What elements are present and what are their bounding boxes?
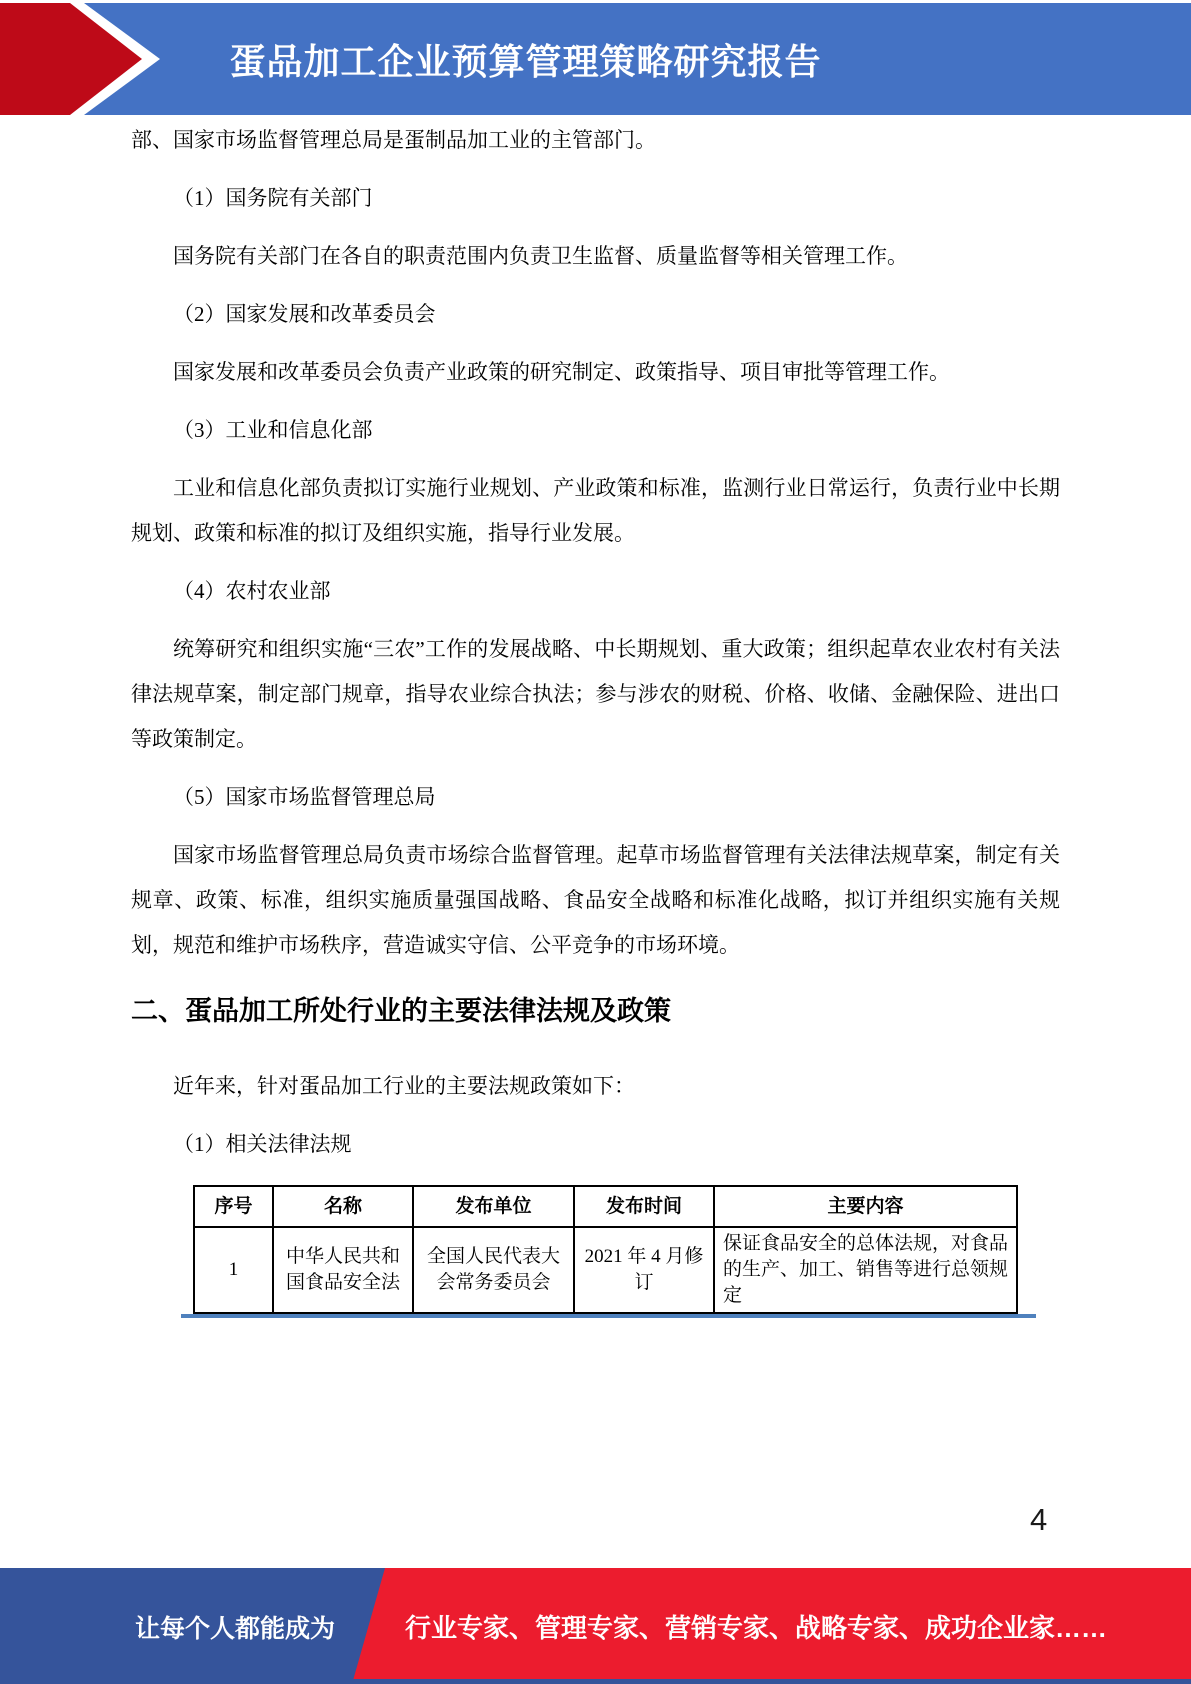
table-cell: 中华人民共和国食品安全法 (273, 1227, 413, 1313)
paragraph: 工业和信息化部负责拟订实施行业规划、产业政策和标准，监测行业日常运行，负责行业中长期规划、政策和标准的拟订及组织实施，指导行业发展。 (131, 476, 1060, 545)
table-header-row (194, 1186, 1017, 1227)
paragraph: （4）农村农业部 (173, 579, 331, 603)
report-title: 蛋品加工企业预算管理策略研究报告 (229, 40, 822, 82)
paragraph: 统筹研究和组织实施“三农”工作的发展战略、中长期规划、重大政策；组织起草农业农村有关法律法规草案，制定部门规章，指导农业综合执法；参与涉农的财税、价格、收储、金融保险、进出口等政策制定。 (131, 637, 1060, 751)
paragraph: （5）国家市场监督管理总局 (173, 785, 436, 809)
table-cell: 全国人民代表大会常务委员会 (413, 1227, 574, 1313)
table-cell: 保证食品安全的总体法规，对食品的生产、加工、销售等进行总领规定 (714, 1227, 1017, 1313)
table-header-cell: 名称 (273, 1186, 413, 1227)
table-header-cell: 发布时间 (574, 1186, 714, 1227)
footer-slogan-right: 行业专家、管理专家、营销专家、战略专家、成功企业家…… (405, 1613, 1108, 1643)
table-underline-rule (181, 1314, 1036, 1318)
red-chevron-arrow-icon (0, 3, 172, 115)
paragraph: 国家市场监督管理总局负责市场综合监督管理。起草市场监督管理有关法律法规草案，制定有关规章、政策、标准，组织实施质量强国战略、食品安全战略和标准化战略，拟订并组织实施有关规划，规范和维护市场秩序，营造诚实守信、公平竞争的市场环境。 (131, 843, 1060, 957)
paragraph: 部、国家市场监督管理总局是蛋制品加工业的主管部门。 (131, 128, 656, 152)
law-table (193, 1185, 1018, 1314)
paragraph: 近年来，针对蛋品加工行业的主要法规政策如下： (173, 1074, 635, 1098)
footer-bottom-strip (0, 1679, 1191, 1684)
list-label: （1）相关法律法规 (173, 1132, 352, 1156)
footer-banner (0, 1568, 1191, 1684)
paragraph: （3）工业和信息化部 (173, 418, 373, 442)
table-header-cell: 主要内容 (714, 1186, 1017, 1227)
paragraph: 国家发展和改革委员会负责产业政策的研究制定、政策指导、项目审批等管理工作。 (173, 360, 950, 384)
page-number: 4 (1030, 1502, 1048, 1537)
footer-slogan-left: 让每个人都能成为 (135, 1615, 336, 1643)
paragraph: （2）国家发展和改革委员会 (173, 302, 436, 326)
table-header-cell: 发布单位 (413, 1186, 574, 1227)
table-header-cell: 序号 (194, 1186, 273, 1227)
document-body (131, 118, 1060, 1318)
table-cell: 1 (194, 1227, 273, 1313)
paragraph: （1）国务院有关部门 (173, 186, 373, 210)
section-heading: 二、蛋品加工所处行业的主要法律法规及政策 (131, 996, 671, 1026)
table-cell: 2021 年 4 月修订 (574, 1227, 714, 1313)
paragraph: 国务院有关部门在各自的职责范围内负责卫生监督、质量监督等相关管理工作。 (173, 244, 908, 268)
header-banner (0, 3, 1191, 115)
table-row (194, 1227, 1017, 1313)
